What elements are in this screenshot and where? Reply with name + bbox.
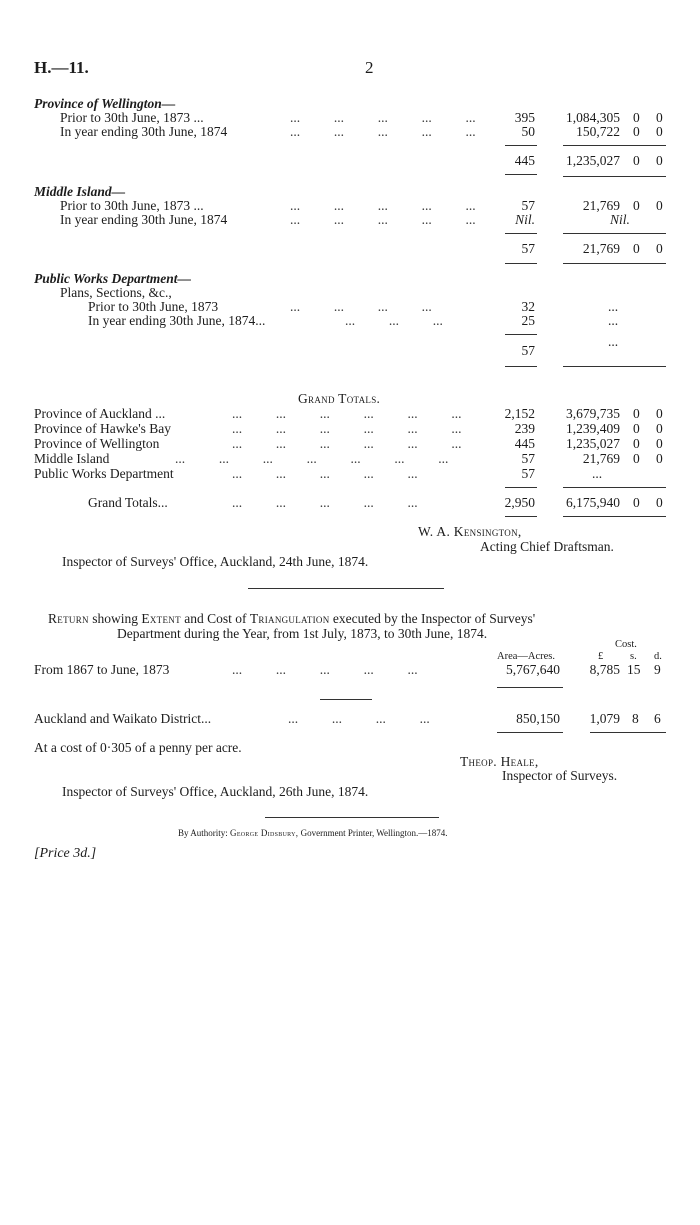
leader-dots: ... ... ... ... ... ...: [232, 436, 462, 451]
divider: [505, 263, 537, 264]
middle-row-label: Prior to 30th June, 1873 ...: [60, 198, 204, 213]
public-works-total-count: 57: [521, 343, 535, 358]
section-separator: [265, 817, 439, 818]
return-row-label: Auckland and Waikato District...: [34, 711, 212, 726]
middle-total-amount: 21,769: [582, 241, 620, 256]
middle-total-count: 57: [521, 241, 535, 256]
grand-row-label: Province of Wellington: [34, 436, 160, 451]
divider: [505, 487, 537, 488]
document-id: H.—11.: [34, 58, 89, 77]
grand-total-count: 2,950: [504, 495, 535, 510]
divider: [563, 366, 666, 367]
grand-count: 445: [514, 436, 535, 451]
section-heading-middle-island: Middle Island—: [34, 184, 126, 199]
page-number: 2: [365, 58, 374, 77]
middle-amount: 21,769: [582, 198, 620, 213]
wellington-amount: 1,084,305: [566, 110, 620, 125]
divider: [505, 334, 537, 335]
grand-amount: 1,239,409: [566, 421, 620, 436]
grand-amount: 3,679,735: [566, 406, 620, 421]
divider: [563, 487, 666, 488]
return-shillings: 8: [632, 711, 639, 726]
grand-amount: 21,769: [582, 451, 620, 466]
grand-amount: ...: [592, 466, 603, 481]
grand-row-label: Middle Island: [34, 451, 110, 466]
grand-row-label: Public Works Department: [34, 466, 174, 481]
wellington-pence: 0: [656, 110, 663, 125]
middle-count: 57: [521, 198, 535, 213]
leader-dots: ... ... ... ... ...: [290, 212, 476, 227]
public-works-count: 25: [521, 313, 535, 328]
wellington-total-count: 445: [514, 153, 535, 168]
leader-dots: ... ... ... ... ... ... ...: [175, 451, 449, 466]
return-pounds: 1,079: [589, 711, 620, 726]
grand-count: 57: [521, 466, 535, 481]
return-shillings: 15: [627, 662, 641, 677]
wellington-amount: 150,722: [576, 124, 620, 139]
grand-pence: 0: [656, 406, 663, 421]
wellington-row-label: Prior to 30th June, 1873 ...: [60, 110, 204, 125]
wellington-total-pence: 0: [656, 153, 663, 168]
office-dateline: Inspector of Surveys' Office, Auckland, 24th June, 1874.: [62, 554, 369, 569]
divider: [505, 366, 537, 367]
divider: [563, 176, 666, 177]
public-works-total-amount: ...: [608, 334, 619, 349]
grand-totals-label: Grand Totals...: [88, 495, 168, 510]
printer-imprint: By Authority: George Didsbury, Government Printer, Wellington.—1874.: [178, 828, 448, 838]
middle-total-pence: 0: [656, 241, 663, 256]
cost-per-acre-note: At a cost of 0·305 of a penny per acre.: [34, 740, 242, 755]
divider: [320, 699, 372, 700]
middle-count-nil: Nil.: [515, 212, 535, 227]
middle-total-shillings: 0: [633, 241, 640, 256]
divider: [563, 233, 666, 234]
leader-dots: ... ... ...: [345, 313, 443, 328]
divider: [563, 145, 666, 146]
signatory-title: Inspector of Surveys.: [502, 768, 618, 783]
leader-dots: ... ... ... ... ...: [232, 466, 418, 481]
return-area: 5,767,640: [506, 662, 560, 677]
return-pounds: 8,785: [589, 662, 620, 677]
public-works-count: 32: [521, 299, 535, 314]
column-header-pence: d.: [654, 651, 662, 662]
column-header-area: Area—Acres.: [497, 651, 556, 662]
divider: [505, 145, 537, 146]
grand-shillings: 0: [633, 406, 640, 421]
signatory-title: Acting Chief Draftsman.: [480, 539, 614, 554]
return-title-line2: Department during the Year, from 1st July, 1873, to 30th June, 1874.: [117, 626, 488, 641]
public-works-row-label: In year ending 30th June, 1874...: [88, 313, 266, 328]
return-pence: 6: [654, 711, 661, 726]
return-area: 850,150: [516, 711, 560, 726]
column-header-pounds: £: [598, 651, 604, 662]
grand-amount: 1,235,027: [566, 436, 620, 451]
price-label: [Price 3d.]: [34, 846, 97, 861]
divider: [505, 516, 537, 517]
column-header-shillings: s.: [630, 651, 637, 662]
middle-row-label: In year ending 30th June, 1874: [60, 212, 228, 227]
leader-dots: ... ... ... ...: [288, 711, 430, 726]
wellington-shillings: 0: [633, 110, 640, 125]
section-heading-public-works: Public Works Department—: [34, 271, 192, 286]
grand-pence: 0: [656, 451, 663, 466]
divider: [563, 516, 666, 517]
divider: [497, 687, 563, 688]
grand-shillings: 0: [633, 451, 640, 466]
divider: [497, 732, 563, 733]
grand-totals-heading: Grand Totals.: [298, 391, 381, 406]
leader-dots: ... ... ... ... ...: [232, 662, 418, 677]
grand-total-amount: 6,175,940: [566, 495, 620, 510]
wellington-count: 50: [521, 124, 535, 139]
wellington-pence: 0: [656, 124, 663, 139]
middle-pence: 0: [656, 198, 663, 213]
divider: [505, 233, 537, 234]
grand-count: 2,152: [504, 406, 535, 421]
section-separator: [248, 588, 444, 589]
office-dateline: Inspector of Surveys' Office, Auckland, 26th June, 1874.: [62, 784, 369, 799]
wellington-total-shillings: 0: [633, 153, 640, 168]
public-works-subheading: Plans, Sections, &c.,: [60, 285, 172, 300]
middle-shillings: 0: [633, 198, 640, 213]
divider: [563, 263, 666, 264]
leader-dots: ... ... ... ... ...: [290, 198, 476, 213]
wellington-count: 395: [514, 110, 535, 125]
divider: [505, 174, 537, 175]
wellington-shillings: 0: [633, 124, 640, 139]
return-row-label: From 1867 to June, 1873: [34, 662, 170, 677]
signatory-name: Theop. Heale,: [460, 754, 539, 769]
divider: [590, 732, 666, 733]
grand-pence: 0: [656, 421, 663, 436]
grand-count: 239: [514, 421, 535, 436]
leader-dots: ... ... ... ... ... ...: [232, 406, 462, 421]
wellington-total-amount: 1,235,027: [566, 153, 620, 168]
grand-row-label: Province of Auckland ...: [34, 406, 166, 421]
public-works-amount: ...: [608, 299, 619, 314]
leader-dots: ... ... ... ... ...: [290, 124, 476, 139]
section-heading-wellington: Province of Wellington—: [34, 96, 176, 111]
grand-shillings: 0: [633, 436, 640, 451]
grand-row-label: Province of Hawke's Bay: [34, 421, 172, 436]
signatory-name: W. A. Kensington,: [418, 524, 522, 539]
public-works-row-label: Prior to 30th June, 1873: [88, 299, 219, 314]
leader-dots: ... ... ... ...: [290, 299, 432, 314]
leader-dots: ... ... ... ... ...: [290, 110, 476, 125]
middle-amount-nil: Nil.: [610, 212, 630, 227]
public-works-amount: ...: [608, 313, 619, 328]
return-pence: 9: [654, 662, 661, 677]
grand-count: 57: [521, 451, 535, 466]
grand-shillings: 0: [633, 421, 640, 436]
leader-dots: ... ... ... ... ... ...: [232, 421, 462, 436]
grand-total-shillings: 0: [633, 495, 640, 510]
leader-dots: ... ... ... ... ...: [232, 495, 418, 510]
return-title-line1: Return showing Extent and Cost of Triangulation executed by the Inspector of Surveys': [48, 611, 536, 626]
grand-pence: 0: [656, 436, 663, 451]
wellington-row-label: In year ending 30th June, 1874: [60, 124, 228, 139]
column-header-cost: Cost.: [615, 639, 637, 650]
grand-total-pence: 0: [656, 495, 663, 510]
